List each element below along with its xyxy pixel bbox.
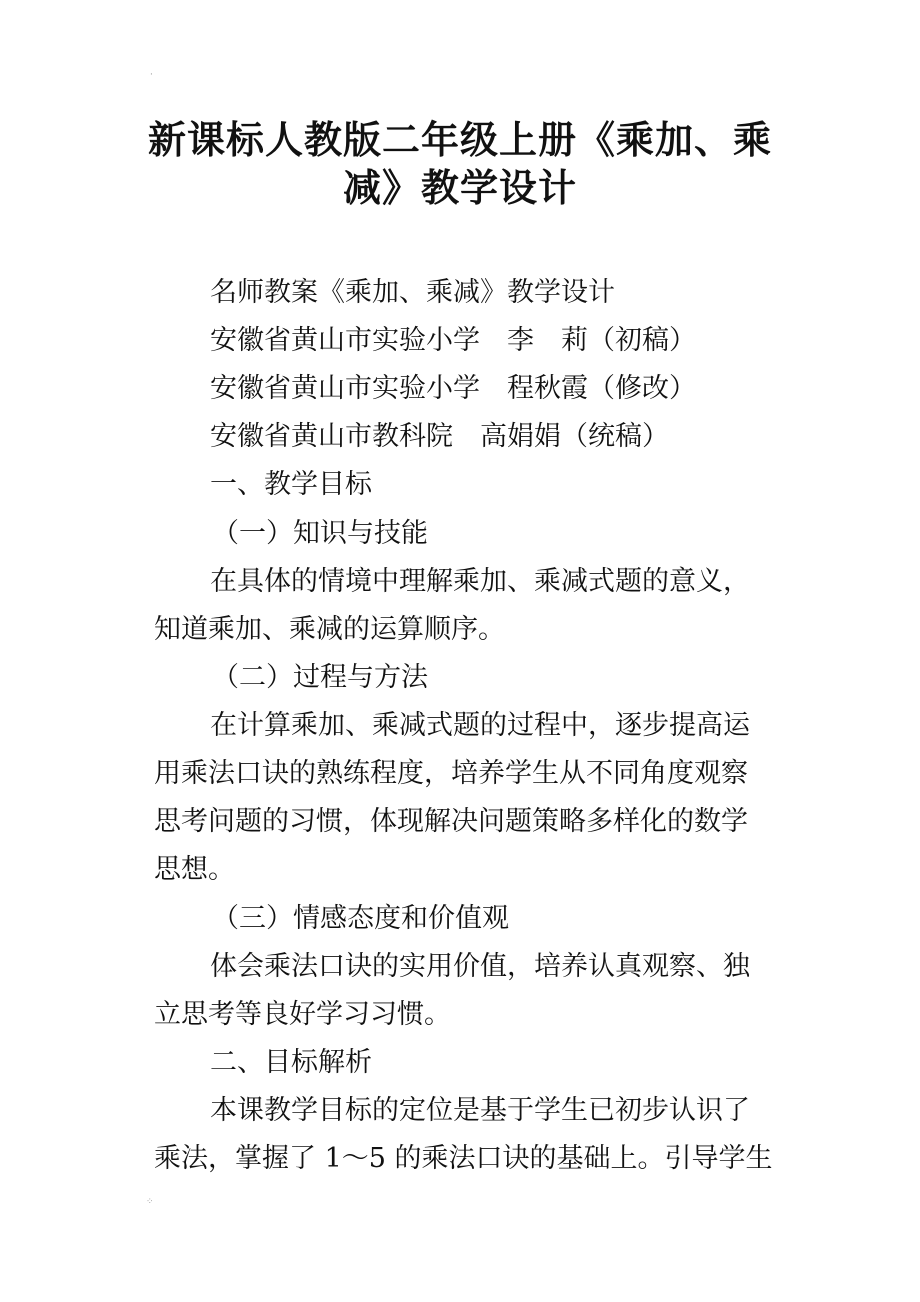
header-line-1: 名师教案《乘加、乘减》教学设计 [210, 277, 615, 308]
scan-mark-top: · [150, 70, 153, 80]
section-1-heading: 一、教学目标 [210, 469, 372, 500]
subsection-3-line-1: 体会乘法口诀的实用价值，培养认真观察、独 [210, 951, 750, 982]
document-title-line-1: 新课标人教版二年级上册《乘加、乘 [147, 118, 772, 162]
subsection-2-line-3: 思考问题的习惯，体现解决问题策略多样化的数学 [154, 806, 748, 837]
section-2-line-1: 本课教学目标的定位是基于学生已初步认识了 [210, 1095, 750, 1126]
subsection-1-line-1: 在具体的情境中理解乘加、乘减式题的意义， [210, 566, 750, 597]
subsection-2-line-1: 在计算乘加、乘减式题的过程中，逐步提高运 [210, 710, 750, 741]
subsection-3-heading: （三）情感态度和价值观 [212, 903, 509, 934]
subsection-3-line-2: 立思考等良好学习习惯。 [154, 999, 451, 1030]
header-line-4: 安徽省黄山市教科院 高娟娟（统稿） [210, 421, 669, 452]
document-title-line-2: 减》教学设计 [342, 166, 577, 210]
subsection-1-line-2: 知道乘加、乘减的运算顺序。 [154, 614, 505, 645]
section-2-heading: 二、目标解析 [210, 1047, 372, 1078]
subsection-2-line-4: 思想。 [154, 854, 235, 885]
section-2-line-2: 乘法，掌握了 1～5 的乘法口诀的基础上。引导学生 [154, 1143, 773, 1174]
scan-mark-bottom: ⁘ [146, 1197, 154, 1207]
subsection-2-heading: （二）过程与方法 [212, 662, 428, 693]
header-line-3: 安徽省黄山市实验小学 程秋霞（修改） [210, 373, 696, 404]
header-line-2: 安徽省黄山市实验小学 李 莉（初稿） [210, 325, 696, 356]
subsection-1-heading: （一）知识与技能 [212, 518, 428, 549]
subsection-2-line-2: 用乘法口诀的熟练程度，培养学生从不同角度观察 [154, 758, 748, 789]
